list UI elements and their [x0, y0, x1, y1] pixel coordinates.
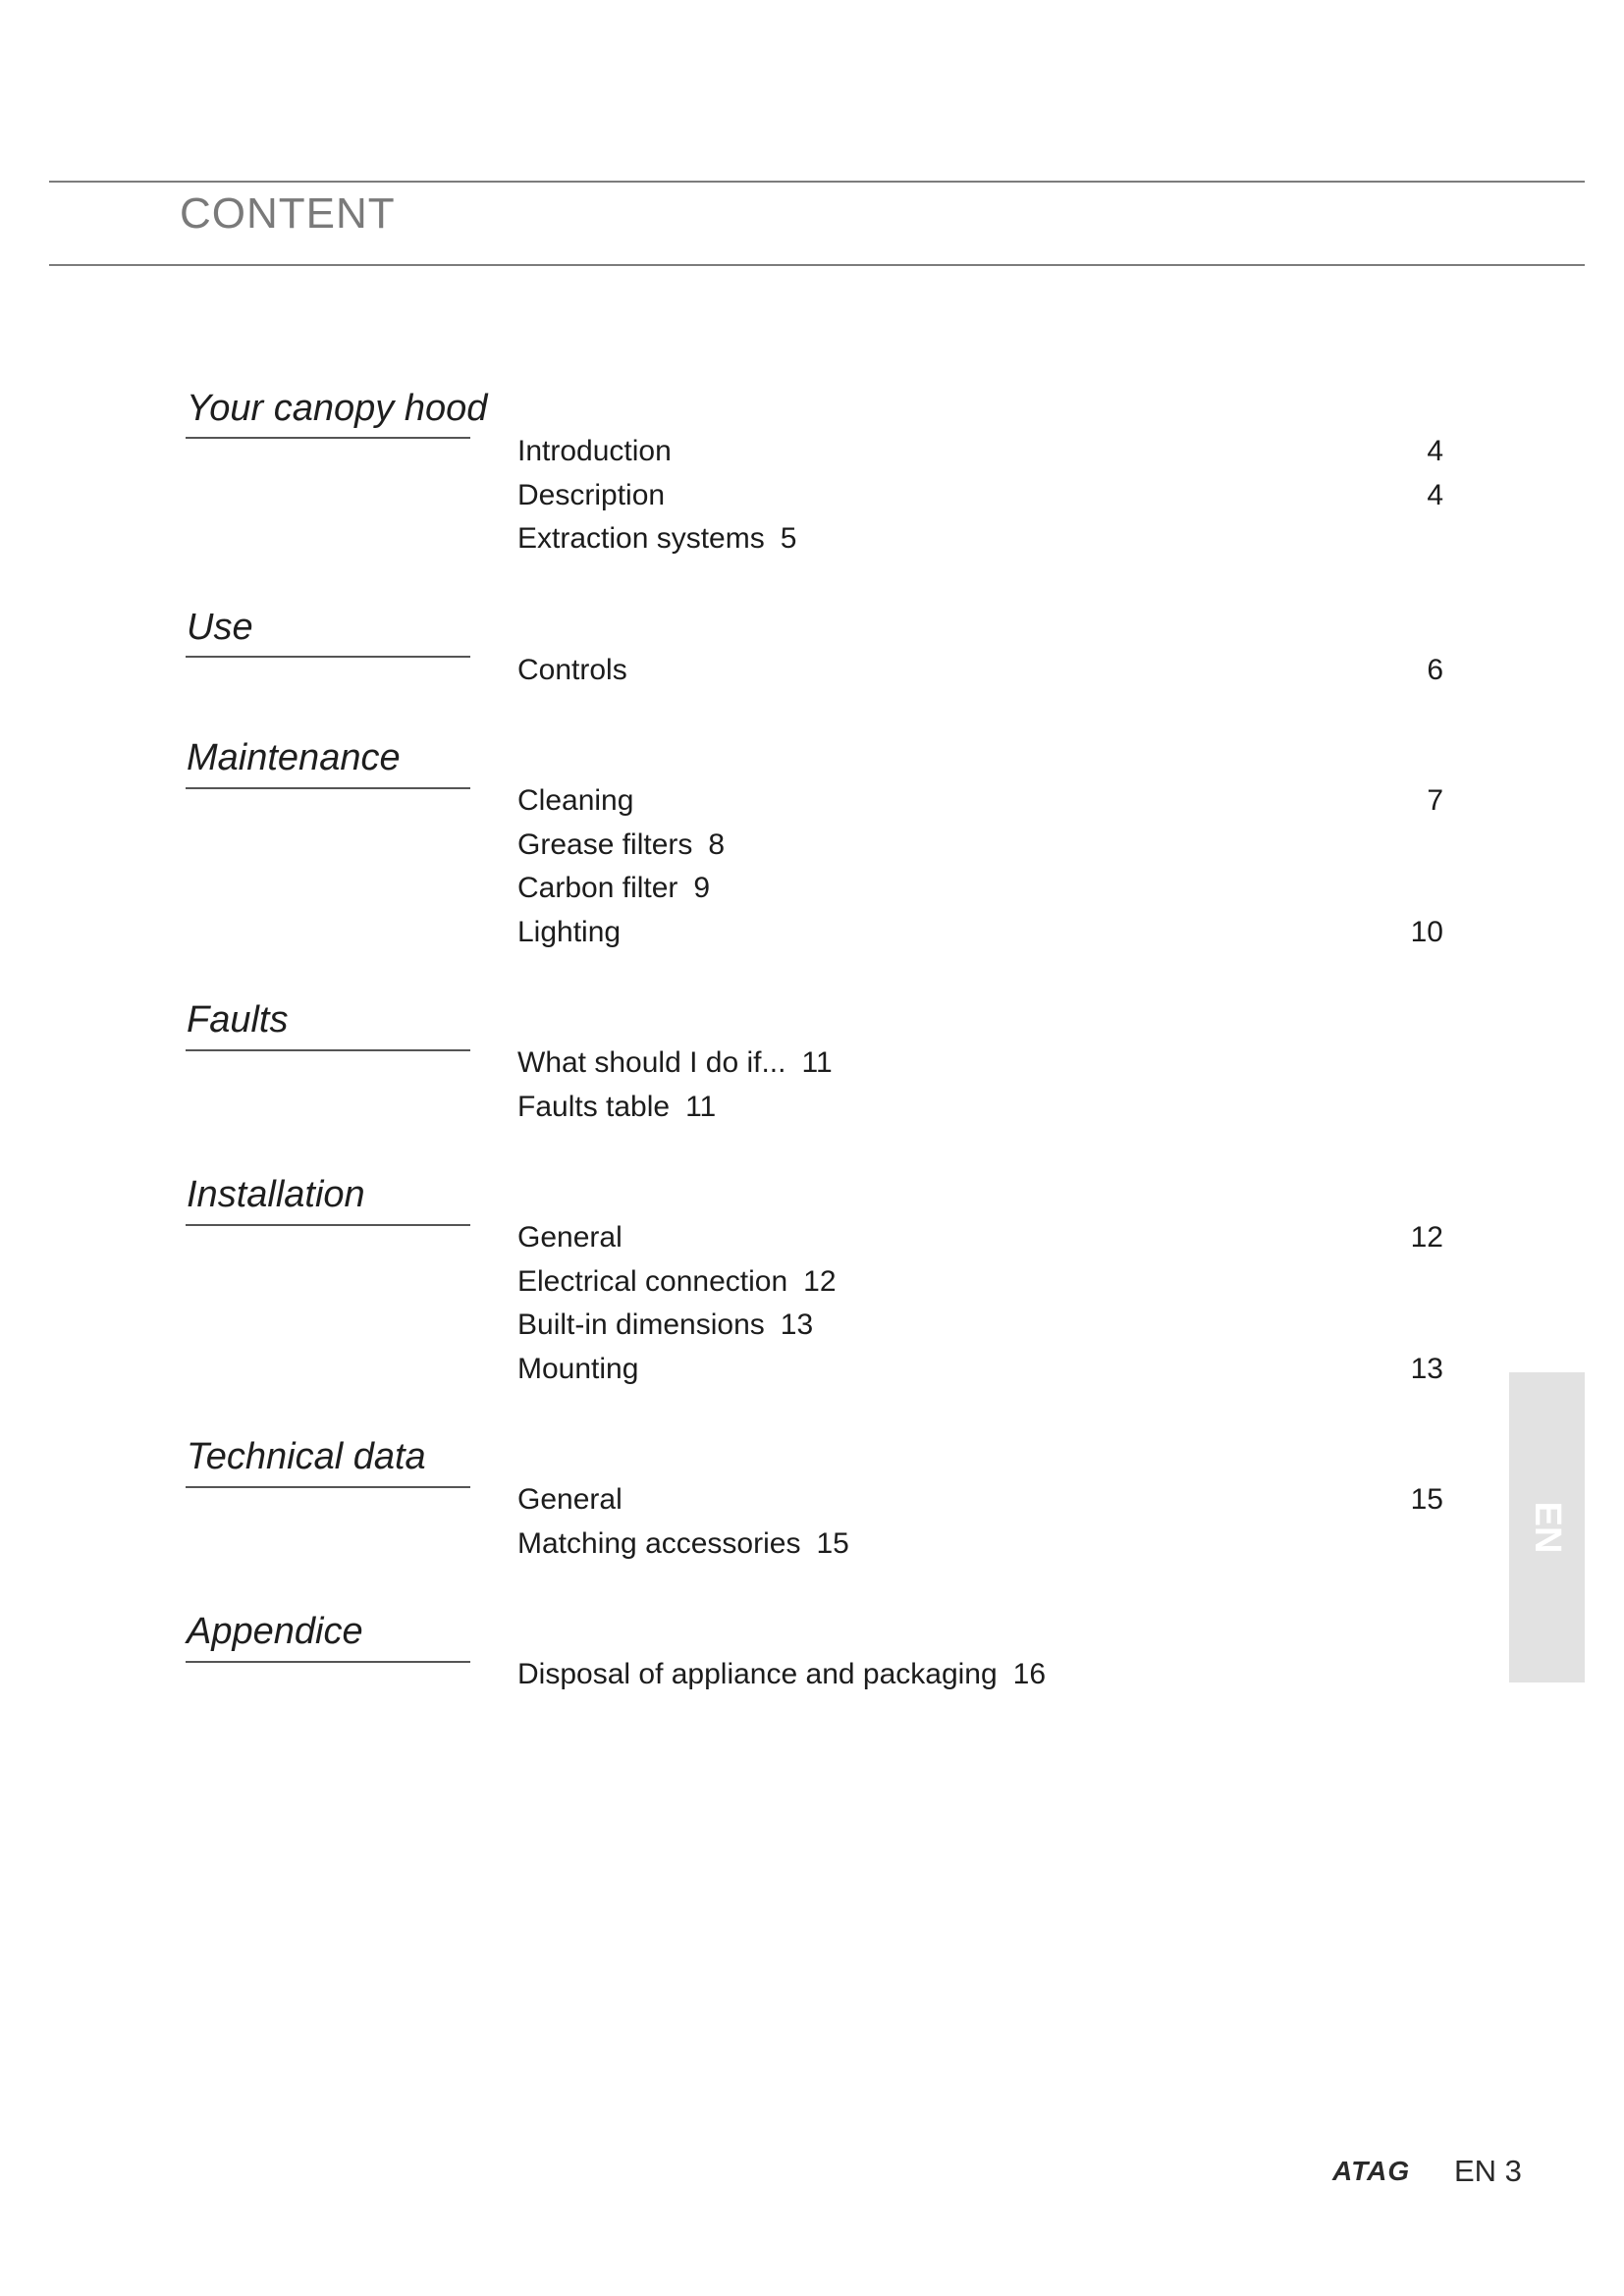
toc-entry[interactable]: [0, 874, 1624, 913]
toc-entry-label: [517, 1048, 833, 1078]
toc-entry-text: Controls: [517, 654, 627, 686]
section-heading: Maintenance: [187, 737, 401, 778]
toc-entry-label: [517, 1223, 623, 1253]
page-title: CONTENT: [180, 189, 396, 238]
title-bottom-rule: [49, 264, 1585, 266]
brand-logo: ATAG: [1332, 2156, 1411, 2186]
top-rule: [49, 181, 1585, 183]
toc-entry-page: 4: [1427, 479, 1443, 511]
toc-entry-text: Mounting: [517, 1353, 639, 1385]
toc-entry-inline-page: 16: [1012, 1658, 1047, 1690]
toc-entry-text: Cleaning: [517, 784, 634, 817]
toc-entry[interactable]: [0, 1529, 1624, 1569]
toc-entry-inline-page: 13: [780, 1308, 814, 1341]
toc-entry-page: 4: [1427, 435, 1443, 467]
toc-entry-label: [517, 437, 672, 466]
language-tab: [1509, 1372, 1585, 1682]
toc-entry-label: [517, 1355, 638, 1384]
toc-entry-text: Extraction systems: [517, 522, 765, 555]
toc-entry-label: [517, 874, 710, 903]
toc-entry-text: Description: [517, 479, 666, 511]
toc-entry-text: Carbon filter: [517, 872, 678, 904]
toc-entry-page: 15: [1410, 1483, 1443, 1516]
toc-entry-text: Electrical connection: [517, 1265, 788, 1298]
toc-entry-text: Lighting: [517, 916, 622, 948]
toc-entry[interactable]: [0, 1223, 1624, 1262]
toc-entry[interactable]: [0, 1485, 1624, 1524]
toc-entry[interactable]: [0, 1310, 1624, 1350]
toc-entry-text: General: [517, 1483, 623, 1516]
toc-entry-label: [517, 1093, 716, 1122]
toc-entry-text: Grease filters: [517, 828, 693, 861]
toc-entry-text: Disposal of appliance and packaging: [517, 1658, 998, 1690]
toc-entry-label: [517, 1310, 813, 1340]
toc-entry-inline-page: 15: [816, 1527, 849, 1560]
toc-entry[interactable]: [0, 656, 1624, 695]
section-heading: Faults: [187, 999, 289, 1041]
toc-entry-inline-page: 11: [801, 1046, 833, 1079]
toc-entry-label: [517, 1529, 849, 1559]
section-heading: Technical data: [187, 1436, 426, 1477]
toc-entry-inline-page: 12: [803, 1265, 837, 1298]
section-heading: Use: [187, 607, 253, 648]
language-tab-label: EN: [1526, 1501, 1568, 1554]
section-heading: Your canopy hood: [187, 388, 488, 429]
toc-entry-page: 7: [1427, 784, 1443, 817]
toc-entry-text: Built-in dimensions: [517, 1308, 765, 1341]
toc-entry[interactable]: [0, 1048, 1624, 1088]
toc-entry-page: 6: [1427, 654, 1443, 686]
toc-entry[interactable]: [0, 1660, 1624, 1699]
toc-entry-page: 13: [1410, 1353, 1443, 1385]
page-number: EN 3: [1454, 2154, 1522, 2188]
toc-entry[interactable]: [0, 1355, 1624, 1394]
toc-entry-label: [517, 918, 621, 947]
toc-entry[interactable]: [0, 830, 1624, 870]
toc-entry-label: [517, 1660, 1046, 1689]
toc-entry-label: [517, 1485, 623, 1515]
toc-entry[interactable]: [0, 437, 1624, 476]
toc-entry-page: 10: [1410, 916, 1443, 948]
toc-entry-label: [517, 786, 633, 816]
section-heading: Installation: [187, 1174, 365, 1215]
toc-entry[interactable]: [0, 786, 1624, 826]
toc-entry[interactable]: [0, 1267, 1624, 1307]
toc-entry-label: [517, 656, 627, 685]
toc-entry-text: Faults table: [517, 1091, 671, 1123]
toc-entry-inline-page: 11: [685, 1091, 717, 1123]
toc-entry-inline-page: 5: [780, 522, 797, 555]
toc-entry-page: 12: [1410, 1221, 1443, 1254]
toc-entry-label: [517, 524, 796, 554]
toc-entry-label: [517, 481, 665, 510]
toc-entry[interactable]: [0, 1093, 1624, 1132]
toc-entry-label: [517, 830, 725, 860]
toc-entry-text: Introduction: [517, 435, 672, 467]
toc-entry-inline-page: 9: [693, 872, 711, 904]
toc-entry-label: [517, 1267, 837, 1297]
toc-entry-inline-page: 8: [708, 828, 726, 861]
toc-entry[interactable]: [0, 918, 1624, 957]
section-heading: Appendice: [187, 1611, 363, 1652]
toc-entry[interactable]: [0, 524, 1624, 563]
toc-entry-text: What should I do if...: [517, 1046, 786, 1079]
toc-entry-text: Matching accessories: [517, 1527, 801, 1560]
toc-entry-text: General: [517, 1221, 623, 1254]
toc-entry[interactable]: [0, 481, 1624, 520]
